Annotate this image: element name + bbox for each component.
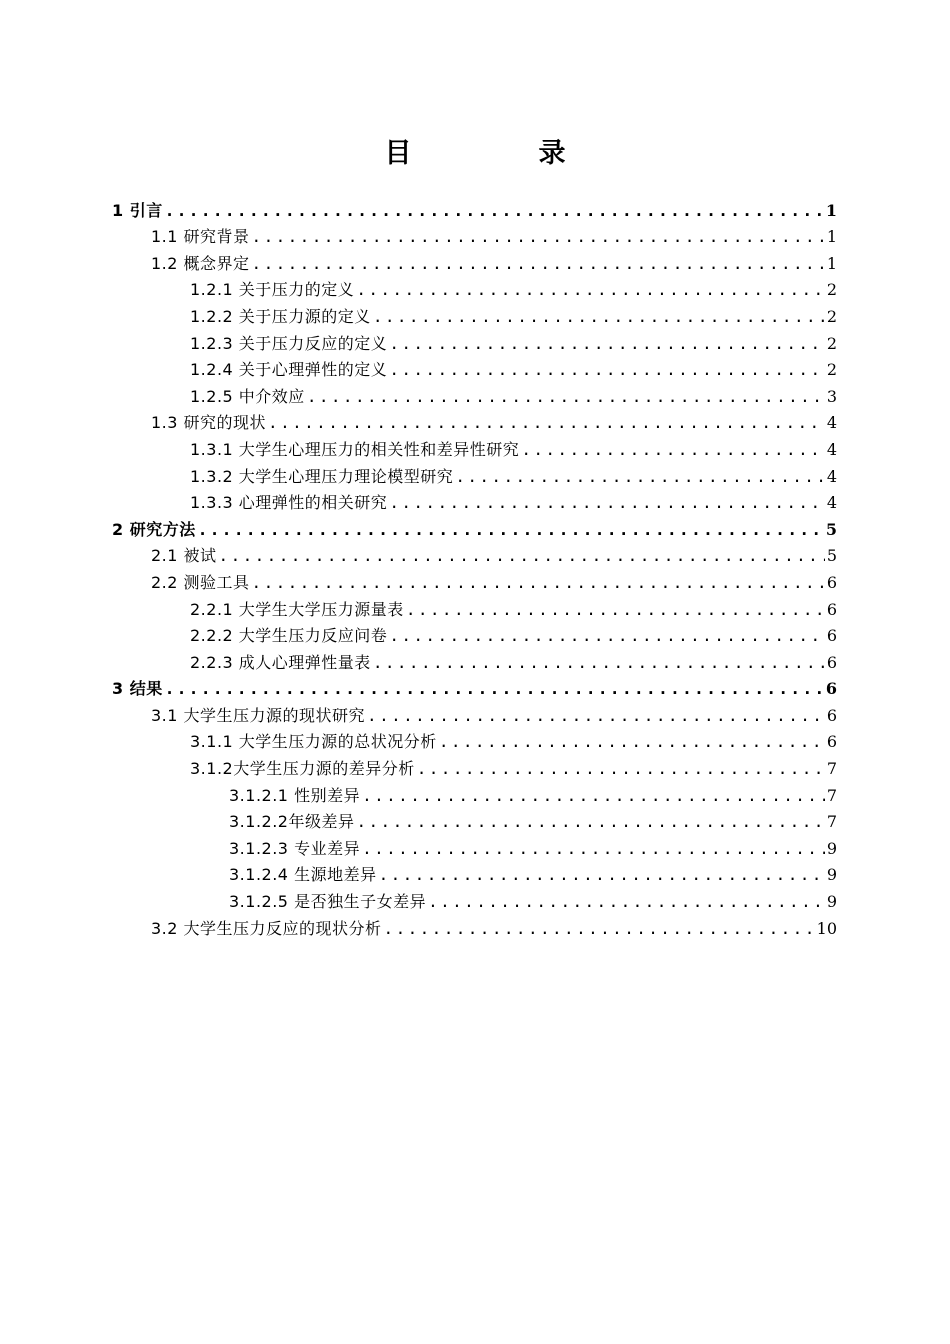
toc-entry[interactable] bbox=[112, 328, 837, 355]
toc-entry-page-number: 3 bbox=[826, 386, 837, 406]
dot-leader bbox=[373, 652, 825, 674]
toc-entry-page-number: 7 bbox=[826, 812, 837, 832]
toc-entry-label: 3.1 大学生压力源的现状研究 bbox=[151, 705, 366, 725]
toc-entry-label: 3.1.1 大学生压力源的总状况分析 bbox=[190, 732, 437, 752]
toc-entry-page-number: 7 bbox=[826, 785, 837, 805]
toc-entry-label: 2.1 被试 bbox=[151, 546, 217, 566]
dot-leader bbox=[198, 519, 824, 541]
dot-leader bbox=[417, 758, 825, 780]
toc-entry-page-number: 6 bbox=[826, 572, 837, 592]
toc-entry[interactable] bbox=[112, 674, 837, 701]
toc-entry-label: 2.2.3 成人心理弹性量表 bbox=[190, 652, 371, 672]
dot-leader bbox=[165, 200, 824, 222]
toc-entry[interactable] bbox=[112, 461, 837, 488]
toc-entry[interactable] bbox=[112, 248, 837, 275]
toc-entry-page-number: 2 bbox=[826, 333, 837, 353]
dot-leader bbox=[367, 705, 825, 727]
toc-entry-page-number: 6 bbox=[826, 626, 837, 646]
toc-entry-page-number: 1 bbox=[825, 200, 837, 220]
toc-entry-label: 2 研究方法 bbox=[112, 519, 196, 539]
toc-entry-page-number: 6 bbox=[826, 705, 837, 725]
toc-entry[interactable] bbox=[112, 381, 837, 408]
toc-entry[interactable] bbox=[112, 195, 837, 222]
toc-entry[interactable] bbox=[112, 647, 837, 674]
toc-entry[interactable] bbox=[112, 567, 837, 594]
dot-leader bbox=[428, 891, 825, 913]
toc-entry-page-number: 2 bbox=[826, 306, 837, 326]
dot-leader bbox=[384, 918, 815, 940]
dot-leader bbox=[362, 785, 825, 807]
toc-entry-label: 3.2 大学生压力反应的现状分析 bbox=[151, 918, 382, 938]
toc-entry-label: 3.1.2.4 生源地差异 bbox=[229, 865, 377, 885]
toc-entry[interactable] bbox=[112, 275, 837, 302]
dot-leader bbox=[307, 386, 825, 408]
dot-leader bbox=[356, 279, 825, 301]
toc-entry[interactable] bbox=[112, 541, 837, 568]
toc-entry[interactable] bbox=[112, 727, 837, 754]
toc-entry-label: 1.3.3 心理弹性的相关研究 bbox=[190, 493, 388, 513]
dot-leader bbox=[389, 359, 825, 381]
dot-leader bbox=[521, 439, 825, 461]
dot-leader bbox=[268, 412, 825, 434]
toc-entry-page-number: 1 bbox=[826, 227, 837, 247]
table-of-contents bbox=[112, 195, 837, 940]
toc-entry-page-number: 4 bbox=[826, 493, 837, 513]
dot-leader bbox=[362, 838, 825, 860]
toc-entry[interactable] bbox=[112, 860, 837, 887]
toc-entry-page-number: 9 bbox=[826, 838, 837, 858]
dot-leader bbox=[356, 811, 824, 833]
toc-entry-label: 1.2.4 关于心理弹性的定义 bbox=[190, 360, 388, 380]
toc-entry-label: 1 引言 bbox=[112, 200, 163, 220]
toc-entry-label: 1.3.2 大学生心理压力理论模型研究 bbox=[190, 466, 454, 486]
toc-entry[interactable] bbox=[112, 434, 837, 461]
toc-entry[interactable] bbox=[112, 514, 837, 541]
toc-entry-label: 3.1.2大学生压力源的差异分析 bbox=[190, 759, 415, 779]
dot-leader bbox=[389, 492, 825, 514]
dot-leader bbox=[252, 253, 825, 275]
dot-leader bbox=[252, 226, 825, 248]
toc-entry[interactable] bbox=[112, 913, 837, 940]
toc-entry[interactable] bbox=[112, 886, 837, 913]
toc-entry-label: 3.1.2.3 专业差异 bbox=[229, 838, 361, 858]
dot-leader bbox=[455, 466, 825, 488]
toc-entry-label: 2.2 测验工具 bbox=[151, 572, 250, 592]
toc-entry[interactable] bbox=[112, 833, 837, 860]
dot-leader bbox=[389, 625, 825, 647]
toc-entry-page-number: 1 bbox=[826, 253, 837, 273]
toc-entry[interactable] bbox=[112, 408, 837, 435]
toc-entry[interactable] bbox=[112, 807, 837, 834]
toc-entry[interactable] bbox=[112, 621, 837, 648]
toc-entry-page-number: 6 bbox=[825, 679, 837, 699]
toc-entry-label: 1.3 研究的现状 bbox=[151, 413, 267, 433]
toc-entry[interactable] bbox=[112, 780, 837, 807]
toc-entry[interactable] bbox=[112, 222, 837, 249]
toc-entry-page-number: 5 bbox=[825, 519, 837, 539]
dot-leader bbox=[373, 306, 825, 328]
dot-leader bbox=[406, 599, 825, 621]
toc-entry-page-number: 4 bbox=[826, 413, 837, 433]
toc-title: 目 录 bbox=[384, 138, 616, 169]
toc-entry-page-number: 2 bbox=[826, 360, 837, 380]
toc-entry[interactable] bbox=[112, 488, 837, 515]
toc-entry-label: 1.2.5 中介效应 bbox=[190, 386, 305, 406]
dot-leader bbox=[379, 864, 825, 886]
toc-entry[interactable] bbox=[112, 594, 837, 621]
toc-entry-label: 3 结果 bbox=[112, 679, 163, 699]
toc-entry-label: 3.1.2.1 性别差异 bbox=[229, 785, 361, 805]
toc-entry[interactable] bbox=[112, 301, 837, 328]
toc-entry-label: 1.2.2 关于压力源的定义 bbox=[190, 306, 371, 326]
dot-leader bbox=[219, 545, 825, 567]
toc-entry-page-number: 9 bbox=[826, 865, 837, 885]
toc-entry-page-number: 4 bbox=[826, 466, 837, 486]
toc-entry-page-number: 6 bbox=[826, 732, 837, 752]
dot-leader bbox=[439, 731, 825, 753]
toc-entry-page-number: 6 bbox=[826, 599, 837, 619]
toc-entry-page-number: 10 bbox=[816, 918, 837, 938]
toc-entry-page-number: 2 bbox=[826, 280, 837, 300]
toc-entry-page-number: 5 bbox=[826, 546, 837, 566]
toc-entry-label: 1.3.1 大学生心理压力的相关性和差异性研究 bbox=[190, 439, 520, 459]
toc-entry-label: 1.1 研究背景 bbox=[151, 227, 250, 247]
toc-entry-label: 3.1.2.2年级差异 bbox=[229, 812, 355, 832]
toc-entry-label: 2.2.1 大学生大学压力源量表 bbox=[190, 599, 404, 619]
toc-entry[interactable] bbox=[112, 355, 837, 382]
toc-entry-label: 1.2.3 关于压力反应的定义 bbox=[190, 333, 388, 353]
toc-entry-label: 2.2.2 大学生压力反应问卷 bbox=[190, 626, 388, 646]
toc-entry-page-number: 9 bbox=[826, 892, 837, 912]
toc-entry-page-number: 7 bbox=[826, 759, 837, 779]
toc-entry-label: 1.2 概念界定 bbox=[151, 253, 250, 273]
toc-entry[interactable] bbox=[112, 753, 837, 780]
dot-leader bbox=[252, 572, 825, 594]
toc-entry-page-number: 4 bbox=[826, 439, 837, 459]
toc-entry-page-number: 6 bbox=[826, 652, 837, 672]
toc-entry-label: 3.1.2.5 是否独生子女差异 bbox=[229, 892, 427, 912]
toc-entry-label: 1.2.1 关于压力的定义 bbox=[190, 280, 355, 300]
toc-entry[interactable] bbox=[112, 700, 837, 727]
dot-leader bbox=[165, 678, 824, 700]
dot-leader bbox=[389, 333, 825, 355]
